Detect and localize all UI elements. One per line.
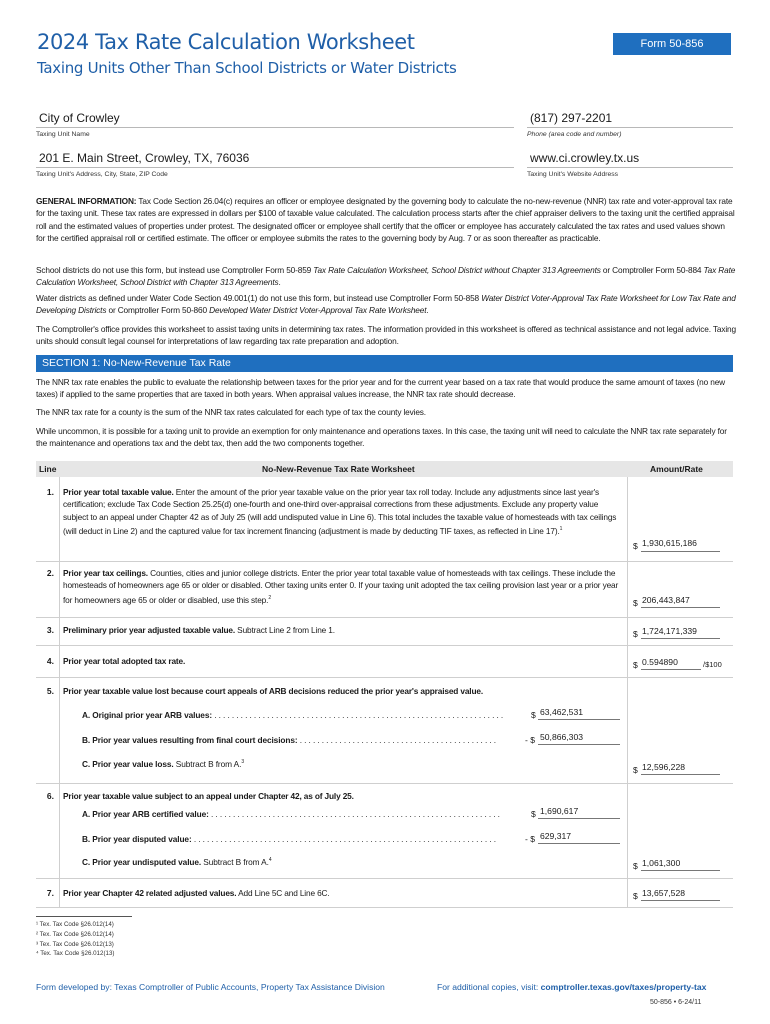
line-5b-amount-field[interactable] <box>538 744 620 745</box>
line-6a-label <box>82 809 512 819</box>
line-1-number: 1. <box>46 487 54 497</box>
line-2-footnote-ref: 2 <box>268 594 271 601</box>
line-4-rate: 0.594890 <box>642 657 678 667</box>
line-7-dollar: $ <box>633 891 638 901</box>
footnote-2: ² Tex. Tax Code §26.012(14) <box>36 931 114 938</box>
water-note-form-858: Water District Voter-Approval Tax Rate Worksheet for Low Tax Rate and Developing Districts <box>36 293 736 316</box>
water-note-text-2: or Comptroller Form 50-860 <box>106 305 210 316</box>
line-5a-label <box>82 710 512 720</box>
line-1-description <box>63 486 625 537</box>
water-note-text: Water districts as defined under Water Code Section 49.001(1) do not use this form, but instead use Comptroller Form 50-858 <box>36 293 482 303</box>
website-value: www.ci.crowley.tx.us <box>530 151 640 165</box>
line-5a-dollar: $ <box>531 710 536 720</box>
leader-dots: . . . . . . . . . . . . . . . . . . . . . . . . . . . . . . . . . . . . . . . . . . . . . <box>297 735 496 745</box>
col-line-header: Line <box>39 464 57 474</box>
footnote-1: ¹ Tex. Tax Code §26.012(14) <box>36 921 114 928</box>
line-1-text: Enter the amount of the prior year taxable value on the prior year tax roll today. Include any adjustments since last year's certification; exclude Tax Code Section 25.25(d) one-fourth and one-third over-appraisal corrections from these adjustments. Exclude any property value subject to an appeal under Chapter 42 as of July 25 (will add undisputed value in Line 6). This total includes the taxable value of homesteads with tax ceilings (will deduct in Line 2) and the captured value for tax increment financing (adjustment is made by deducting TIF taxes, as reflected in Line 17). <box>63 487 617 536</box>
line-5a-title: A. Original prior year ARB values: <box>82 710 213 720</box>
general-information <box>36 195 736 245</box>
form-number-badge: Form 50-856 <box>613 33 731 55</box>
line-6a-amount-field[interactable] <box>538 818 620 819</box>
line-4-rate-unit: /$100 <box>703 660 722 669</box>
section-1-header: SECTION 1: No-New-Revenue Tax Rate <box>36 355 733 372</box>
line-3-amount-field[interactable] <box>641 638 720 639</box>
line-7-title: Prior year Chapter 42 related adjusted values. <box>63 888 237 898</box>
line-6c-title: C. Prior year undisputed value. <box>82 857 202 867</box>
line-5-title: Prior year taxable value lost because court appeals of ARB decisions reduced the prior year's appraised value. <box>63 686 483 696</box>
line-4-rate-field[interactable] <box>641 669 701 670</box>
line-1-amount: 1,930,615,186 <box>642 538 697 548</box>
row-divider <box>36 617 733 618</box>
line-4-description <box>63 655 625 667</box>
school-note-end: . <box>278 277 281 288</box>
row-divider <box>36 907 733 908</box>
school-district-note <box>36 264 736 289</box>
footnote-4: ⁴ Tex. Tax Code §26.012(13) <box>36 950 115 957</box>
line-2-amount: 206,443,847 <box>642 595 690 605</box>
address-field[interactable] <box>36 167 514 168</box>
section-1-county-note: The NNR tax rate for a county is the sum of the NNR tax rates calculated for each type of tax the county levies. <box>36 407 426 417</box>
line-6a-title: A. Prior year ARB certified value: <box>82 809 209 819</box>
row-divider <box>36 561 733 562</box>
col-title-header: No-New-Revenue Tax Rate Worksheet <box>262 464 415 474</box>
general-information-label: GENERAL INFORMATION: <box>36 196 137 206</box>
line-5-number: 5. <box>46 686 54 696</box>
line-5c-label <box>82 759 512 769</box>
phone-value: (817) 297-2201 <box>530 111 613 125</box>
line-1-dollar: $ <box>633 541 638 551</box>
line-3-text: Subtract Line 2 from Line 1. <box>235 625 335 635</box>
line-6-title: Prior year taxable value subject to an appeal under Chapter 42, as of July 25. <box>63 791 354 801</box>
website-field[interactable] <box>527 167 733 168</box>
line-6c-footnote-ref: 4 <box>268 857 272 864</box>
row-divider <box>36 677 733 678</box>
line-6c-amount-field[interactable] <box>641 870 720 871</box>
line-2-dollar: $ <box>633 598 638 608</box>
footnote-3: ³ Tex. Tax Code §26.012(13) <box>36 941 114 948</box>
line-7-number: 7. <box>46 888 54 898</box>
line-5-description <box>63 685 625 697</box>
row-divider <box>36 783 733 784</box>
water-note-form-860: Developed Water District Voter-Approval Tax Rate Worksheet <box>209 305 427 316</box>
line-2-amount-field[interactable] <box>641 607 720 608</box>
line-column-divider <box>59 477 60 907</box>
line-6-description <box>63 790 625 802</box>
line-3-amount: 1,724,171,339 <box>642 626 697 636</box>
footer-copies <box>437 982 706 992</box>
line-5a-amount-field[interactable] <box>538 719 620 720</box>
phone-caption: Phone (area code and number) <box>527 131 622 138</box>
taxing-unit-name-caption: Taxing Unit Name <box>36 131 90 138</box>
website-caption: Taxing Unit's Website Address <box>527 171 619 178</box>
page-subtitle: Taxing Units Other Than School Districts or Water Districts <box>37 59 457 77</box>
line-5b-label <box>82 735 512 745</box>
leader-dots: . . . . . . . . . . . . . . . . . . . . . . . . . . . . . . . . . . . . . . . . . . . . . . . . . . . . . . . . . . . . . . . . . . <box>208 809 500 819</box>
row-divider <box>36 878 733 879</box>
line-3-number: 3. <box>46 625 54 635</box>
line-6-number: 6. <box>46 791 54 801</box>
footer-copies-label: For additional copies, visit: <box>437 982 541 992</box>
water-district-note <box>36 292 736 317</box>
row-divider <box>36 645 733 646</box>
line-6a-dollar: $ <box>531 809 536 819</box>
line-5c-footnote-ref: 3 <box>241 759 244 766</box>
leader-dots: . . . . . . . . . . . . . . . . . . . . . . . . . . . . . . . . . . . . . . . . . . . . . . . . . . . . . . . . . . . . . . . . . . <box>212 710 504 720</box>
line-2-text: Counties, cities and junior college districts. Enter the prior year total taxable value of homesteads with tax ceilings. These include the homesteads of homeowners age 65 or older or disabled. Other taxing units enter 0. If your taxing unit adopted the tax ceiling provision last year or a prior year for homeowners age 65 or older or disabled, use this step. <box>63 568 619 605</box>
taxing-unit-name-value: City of Crowley <box>39 111 120 125</box>
line-3-description <box>63 624 625 636</box>
line-4-number: 4. <box>46 656 54 666</box>
worksheet-table-header <box>36 461 733 477</box>
line-5b-sign: - $ <box>525 735 536 745</box>
school-note-form-884: Tax Rate Calculation Worksheet, School District with Chapter 313 Agreements <box>36 265 736 288</box>
line-2-description <box>63 567 625 606</box>
water-note-end: . <box>426 305 429 316</box>
page-title: 2024 Tax Rate Calculation Worksheet <box>37 30 415 54</box>
amount-column-divider <box>627 477 628 907</box>
line-6c-amount: 1,061,300 <box>642 858 681 868</box>
comptroller-note: The Comptroller's office provides this worksheet to assist taxing units in determining tax rates. The information provided in this worksheet is offered as technical assistance and not legal advice. Taxing units should consult legal counsel for interpretations of law regarding tax rate preparation and adoption. <box>36 324 736 347</box>
form-version: 50-856 • 6-24/11 <box>650 999 702 1006</box>
line-5a-amount: 63,462,531 <box>540 707 584 717</box>
footer-credit: Form developed by: Texas Comptroller of Public Accounts, Property Tax Assistance Division <box>36 982 385 992</box>
line-6b-sign: - $ <box>525 834 536 844</box>
line-5c-amount-field[interactable] <box>641 774 720 775</box>
line-6a-amount: 1,690,617 <box>540 806 579 816</box>
line-1-title: Prior year total taxable value. <box>63 487 174 497</box>
line-7-description <box>63 887 625 899</box>
line-5b-amount: 50,866,303 <box>540 732 584 742</box>
footnote-rule <box>36 916 132 917</box>
line-7-amount-field[interactable] <box>641 900 720 901</box>
col-amount-header: Amount/Rate <box>650 464 703 474</box>
line-4-title: Prior year total adopted tax rate. <box>63 656 186 666</box>
line-6b-amount: 629,317 <box>540 831 572 841</box>
section-1-intro: The NNR tax rate enables the public to evaluate the relationship between taxes for the prior year and for the current year based on a tax rate that would produce the same amount of taxes (no new taxes) if applied to the same properties that are taxed in both years. When appraisal values increase, the NNR tax rate should decrease. <box>36 377 725 400</box>
school-note-form-859: Tax Rate Calculation Worksheet, School District without Chapter 313 Agreements <box>313 265 601 275</box>
line-6c-label <box>82 857 512 867</box>
line-6b-title: B. Prior year disputed value: <box>82 834 192 844</box>
address-caption: Taxing Unit's Address, City, State, ZIP Code <box>36 171 168 178</box>
section-1-exemption-note: While uncommon, it is possible for a taxing unit to provide an exemption for only maintenance and operations taxes. In this case, the taxing unit will need to calculate the NNR tax rate separately for the maintenance and operations tax and the debt tax, then add the two components together. <box>36 426 727 449</box>
line-3-title: Preliminary prior year adjusted taxable value. <box>63 625 236 635</box>
line-6b-label <box>82 834 512 844</box>
line-3-dollar: $ <box>633 629 638 639</box>
line-5c-dollar: $ <box>633 765 638 775</box>
line-7-text: Add Line 5C and Line 6C. <box>236 888 330 898</box>
line-5b-title: B. Prior year values resulting from final court decisions: <box>82 735 298 745</box>
line-4-dollar: $ <box>633 660 638 670</box>
line-7-amount: 13,657,528 <box>642 888 686 898</box>
line-2-number: 2. <box>46 568 54 578</box>
leader-dots: . . . . . . . . . . . . . . . . . . . . . . . . . . . . . . . . . . . . . . . . . . . . . . . . . . . . . . . . . . . . . . . . . . . . . <box>191 834 496 844</box>
line-5c-text: Subtract B from A. <box>173 759 242 769</box>
line-6b-amount-field[interactable] <box>538 843 620 844</box>
comptroller-link[interactable]: comptroller.texas.gov/taxes/property-tax <box>540 982 707 992</box>
line-5c-amount: 12,596,228 <box>642 762 686 772</box>
general-information-text: Tax Code Section 26.04(c) requires an officer or employee designated by the governing body to calculate the no-new-revenue (NNR) tax rate and voter-approval tax rate for the taxing unit. These tax rates are expressed in dollars per $100 of taxable value calculated. The calculation process starts after the chief appraiser delivers to the taxing unit the certified appraisal roll and the estimated values of properties under protest. The designated officer or employee shall certify that the officer or employee has accurately calculated the tax rates and used values shown for the certified appraisal roll or certified estimate. The officer or employee submits the rates to the governing body by Aug. 7 or as soon thereafter as practicable. <box>36 196 735 244</box>
school-note-text: School districts do not use this form, but instead use Comptroller Form 50-859 <box>36 265 314 275</box>
line-1-footnote-ref: 1 <box>559 525 563 532</box>
line-1-amount-field[interactable] <box>641 551 720 552</box>
line-6c-text: Subtract B from A. <box>201 857 269 867</box>
phone-field[interactable] <box>527 127 733 128</box>
line-5c-title: C. Prior year value loss. <box>82 759 174 769</box>
address-value: 201 E. Main Street, Crowley, TX, 76036 <box>39 151 250 165</box>
line-2-title: Prior year tax ceilings. <box>63 568 148 578</box>
school-note-text-2: or Comptroller Form 50-884 <box>600 265 704 275</box>
line-6c-dollar: $ <box>633 861 638 871</box>
taxing-unit-name-field[interactable] <box>36 127 514 128</box>
